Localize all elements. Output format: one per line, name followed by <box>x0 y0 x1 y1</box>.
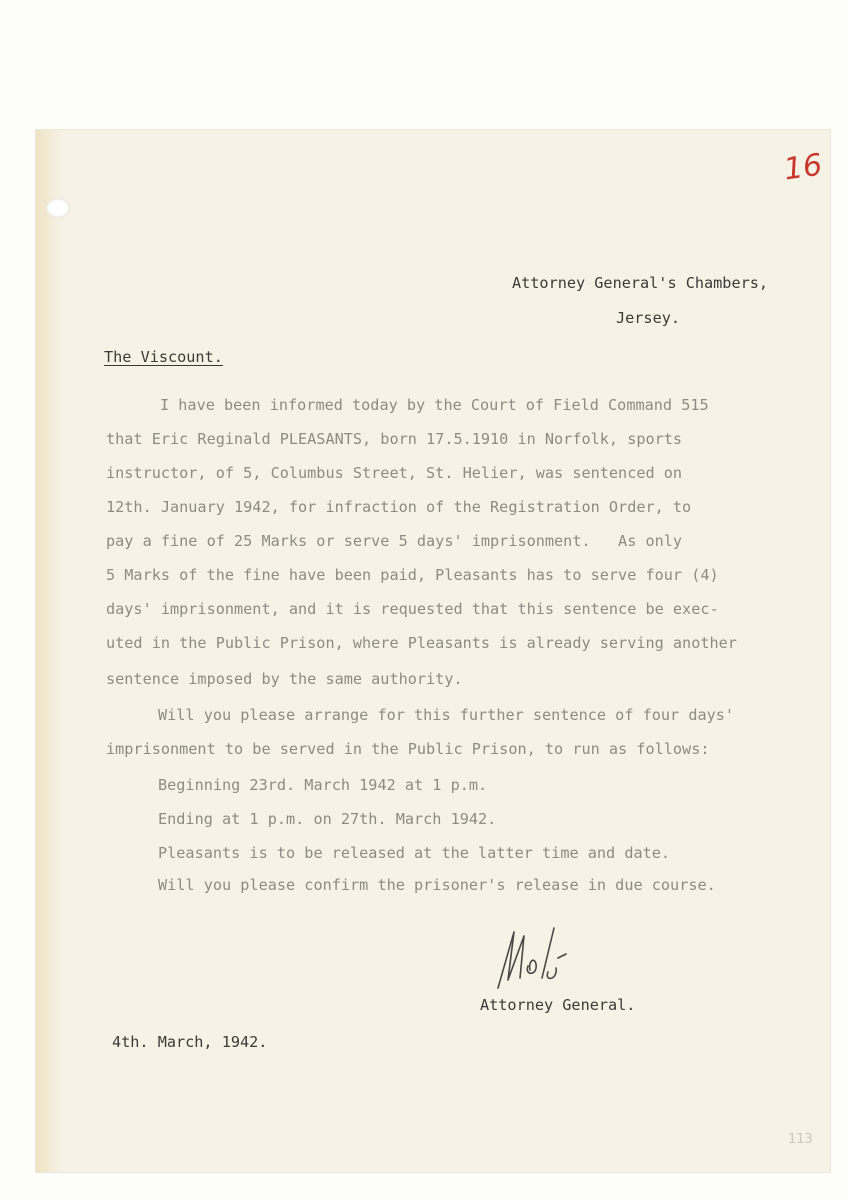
punch-hole <box>46 198 70 218</box>
body-line: 5 Marks of the fine have been paid, Pleasants has to serve four (4) <box>106 566 719 584</box>
body-line: days' imprisonment, and it is requested that this sentence be exec- <box>106 600 719 618</box>
letterhead-line-1: Attorney General's Chambers, <box>512 274 769 292</box>
letter-date: 4th. March, 1942. <box>112 1033 268 1051</box>
body-line: 12th. January 1942, for infraction of the Registration Order, to <box>106 498 692 516</box>
page-number: 16 <box>781 147 825 188</box>
body-line: uted in the Public Prison, where Pleasants is already serving another <box>106 634 737 652</box>
body-line: Beginning 23rd. March 1942 at 1 p.m. <box>158 776 488 794</box>
body-line: pay a fine of 25 Marks or serve 5 days' imprisonment. As only <box>106 532 683 550</box>
signature-title: Attorney General. <box>480 996 636 1014</box>
body-line: imprisonment to be served in the Public Prison, to run as follows: <box>106 740 710 758</box>
body-line: I have been informed today by the Court of Field Command 515 <box>160 396 709 414</box>
body-line: Pleasants is to be released at the latter time and date. <box>158 844 671 862</box>
body-line: that Eric Reginald PLEASANTS, born 17.5.1910 in Norfolk, sports <box>106 430 683 448</box>
handwritten-signature <box>484 918 574 998</box>
body-line: instructor, of 5, Columbus Street, St. Helier, was sentenced on <box>106 464 683 482</box>
archive-folio-mark: 113 <box>788 1132 813 1147</box>
body-line: Will you please confirm the prisoner's release in due course. <box>158 876 716 894</box>
paper-edge-shadow <box>36 130 62 1172</box>
body-line: Will you please arrange for this further sentence of four days' <box>158 706 735 724</box>
salutation: The Viscount. <box>104 348 223 366</box>
body-line: sentence imposed by the same authority. <box>106 670 463 688</box>
body-line: Ending at 1 p.m. on 27th. March 1942. <box>158 810 497 828</box>
letterhead-line-2: Jersey. <box>616 309 681 327</box>
